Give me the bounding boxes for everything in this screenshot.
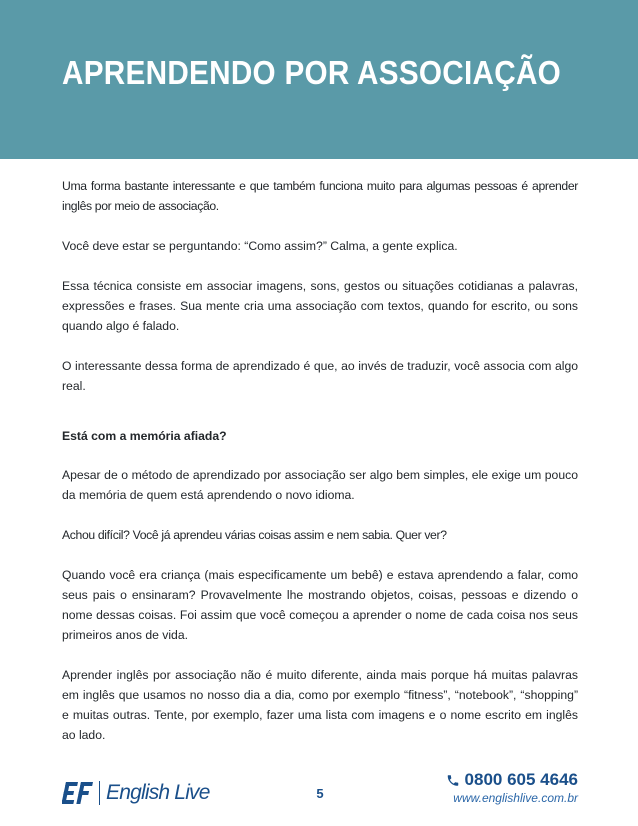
section-subheading: Está com a memória afiada? [62,429,227,443]
paragraph-intro: Uma forma bastante interessante e que também funciona muito para algumas pessoas é aprender inglês por meio de associação. [62,179,578,213]
paragraph-question: Você deve estar se perguntando: “Como assim?” Calma, a gente explica. [62,239,458,253]
logo-text: English Live [106,781,210,804]
page-footer [0,760,638,826]
website-link[interactable]: www.englishlive.com.br [453,791,578,805]
paragraph-technique: Essa técnica consiste em associar imagens, sons, gestos ou situações cotidianas a palavras, expressões e frases. Sua mente cria uma associação com textos, quando for escrito, ou sons quando algo é falado. [62,279,578,333]
phone-number[interactable] [446,770,578,790]
page-number: 5 [316,786,324,801]
phone-text: 0800 605 4646 [464,770,578,789]
phone-icon [446,773,460,788]
contact-info [446,770,578,805]
ef-logo-icon [62,782,94,804]
paragraph-memory: Apesar de o método de aprendizado por associação ser algo bem simples, ele exige um pouco da memória de quem está aprendendo o novo idioma. [62,468,578,502]
paragraph-childhood: Quando você era criança (mais especificamente um bebê) e estava aprendendo a falar, como seus pais o ensinaram? Provavelmente lhe mostrando objetos, coisas, pessoas e dizendo o nome dessas coisas. Foi assim que você começou a aprender o nome de cada coisa nos seus primeiros anos de vida. [62,568,578,642]
paragraph-interesting: O interessante dessa forma de aprendizado é que, ao invés de traduzir, você associa com algo real. [62,359,578,393]
paragraph-difficult: Achou difícil? Você já aprendeu várias coisas assim e nem sabia. Quer ver? [62,528,447,542]
english-live-logo[interactable] [62,778,210,808]
page-header-banner [0,0,638,159]
page-title: APRENDENDO POR ASSOCIAÇÃO [62,54,562,91]
paragraph-english-association: Aprender inglês por associação não é muito diferente, ainda mais porque há muitas palavras em inglês que usamos no nosso dia a dia, como por exemplo “fitness”, “notebook”, “shopping” e muitas outras. Tente, por exemplo, fazer uma lista com imagens e o nome escrito em inglês ao lado. [62,668,578,742]
logo-divider [99,781,100,805]
article-body [62,176,578,765]
